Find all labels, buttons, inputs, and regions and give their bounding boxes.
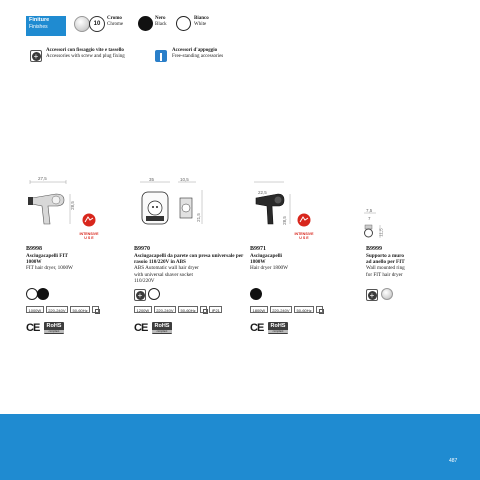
product-desc-2: for FIT hair dryer bbox=[366, 271, 403, 278]
free-standing-icon bbox=[155, 50, 167, 62]
product-desc: FIT hair dryer, 1000W bbox=[26, 265, 73, 272]
product-b9998 bbox=[26, 245, 136, 272]
product-desc-1: Wall mounted ring bbox=[366, 265, 405, 272]
product-desc-1: ABS Automatic wall hair dryer bbox=[134, 265, 199, 272]
free-standing-label: Accessori d'appoggio Free-standing accessories bbox=[172, 48, 224, 59]
product-desc-2: with universal shaver socket bbox=[134, 271, 193, 278]
product-power: 1000W bbox=[26, 259, 42, 266]
product-name-1: Supporto a muro bbox=[366, 253, 404, 259]
dim-height-b9970: 21,5 bbox=[195, 213, 201, 222]
product-desc: Hair dryer 1800W bbox=[250, 265, 289, 272]
product-name-2: ad anello per FIT bbox=[366, 259, 405, 266]
class-ii-icon bbox=[316, 306, 323, 313]
finish-chrome-b9999 bbox=[381, 288, 393, 300]
ce-mark-b9998: CE bbox=[26, 322, 40, 334]
product-b9999 bbox=[366, 245, 476, 278]
electrical-specs-b9970: 1200W 220-240V 50-60Hz IP21 bbox=[134, 306, 222, 314]
black-swatch bbox=[138, 16, 153, 31]
product-b9971 bbox=[250, 245, 360, 272]
ce-mark-b9970: CE bbox=[134, 322, 148, 334]
product-code: B9999 bbox=[366, 246, 383, 252]
dim-height-b9998: 28,5 bbox=[69, 201, 75, 210]
finishes-header: Finiture Finishes bbox=[26, 16, 66, 36]
finish-black-b9998 bbox=[37, 288, 49, 300]
screw-fixing-icon-b9970: + bbox=[134, 289, 146, 301]
screw-fixing-icon: + bbox=[30, 50, 42, 62]
product-code: B9971 bbox=[250, 246, 267, 252]
product-power: 1800W bbox=[250, 259, 266, 266]
rohs-badge-b9970: RoHS compliant bbox=[152, 322, 172, 334]
finish-white-b9970 bbox=[148, 288, 160, 300]
finish-black-b9971 bbox=[250, 288, 262, 300]
intensive-use-badge-b9998: INTENSIVE U S E bbox=[78, 213, 100, 239]
dim-width-b9971: 22,5 bbox=[258, 190, 267, 195]
screw-fixing-icon-b9999: + bbox=[366, 289, 378, 301]
intensive-use-icon bbox=[78, 213, 100, 227]
screw-fixing-label: Accessori con fissaggio vite e tassello Accessories with screw and plug fixing bbox=[46, 48, 125, 59]
rohs-badge-b9971: RoHS compliant bbox=[268, 322, 288, 334]
product-image-b9970 bbox=[136, 180, 216, 238]
ce-mark-b9971: CE bbox=[250, 322, 264, 334]
dim-depth-b9970: 35 bbox=[149, 177, 155, 182]
count-badge-icon: 10 bbox=[89, 16, 105, 32]
chrome-swatch bbox=[74, 16, 90, 32]
footer-band bbox=[0, 414, 480, 480]
dim-width-b9970: 10,5 bbox=[180, 177, 189, 182]
dim-width-b9999: 7,5 bbox=[366, 208, 373, 213]
product-code: B9998 bbox=[26, 246, 43, 252]
page-number: 487 bbox=[449, 458, 458, 464]
product-image-b9971 bbox=[250, 180, 330, 236]
dim-depth-b9999: 7 bbox=[368, 216, 371, 221]
dim-height-b9971: 28,5 bbox=[281, 216, 287, 225]
intensive-use-badge-b9971: INTENSIVE U S E bbox=[293, 213, 315, 239]
rohs-badge-b9998: RoHS compliant bbox=[44, 322, 64, 334]
product-code: B9970 bbox=[134, 246, 151, 252]
product-name: Asciugacapelli da parete con presa universale per rasoio 110/220V in ABS bbox=[134, 253, 244, 266]
black-label: Nero Black bbox=[155, 16, 167, 27]
product-name: Asciugacapelli FIT bbox=[26, 253, 68, 259]
product-name: Asciugacapelli bbox=[250, 253, 282, 259]
class-ii-icon bbox=[200, 306, 207, 313]
product-b9970 bbox=[134, 245, 244, 284]
electrical-specs-b9971: 1800W 220-240V 50-60Hz bbox=[250, 306, 323, 314]
chrome-label: Cromo Chrome bbox=[107, 16, 124, 27]
dim-width-b9998: 27,5 bbox=[38, 176, 47, 181]
product-desc-3: 110/220V bbox=[134, 277, 155, 284]
dim-height-b9999: 11,5 bbox=[378, 228, 384, 237]
class-ii-icon bbox=[92, 306, 99, 313]
white-swatch bbox=[176, 16, 191, 31]
white-label: Bianco White bbox=[194, 16, 209, 27]
electrical-specs-b9998: 1000W 220-240V 50-60Hz bbox=[26, 306, 99, 314]
intensive-use-icon bbox=[293, 213, 315, 227]
